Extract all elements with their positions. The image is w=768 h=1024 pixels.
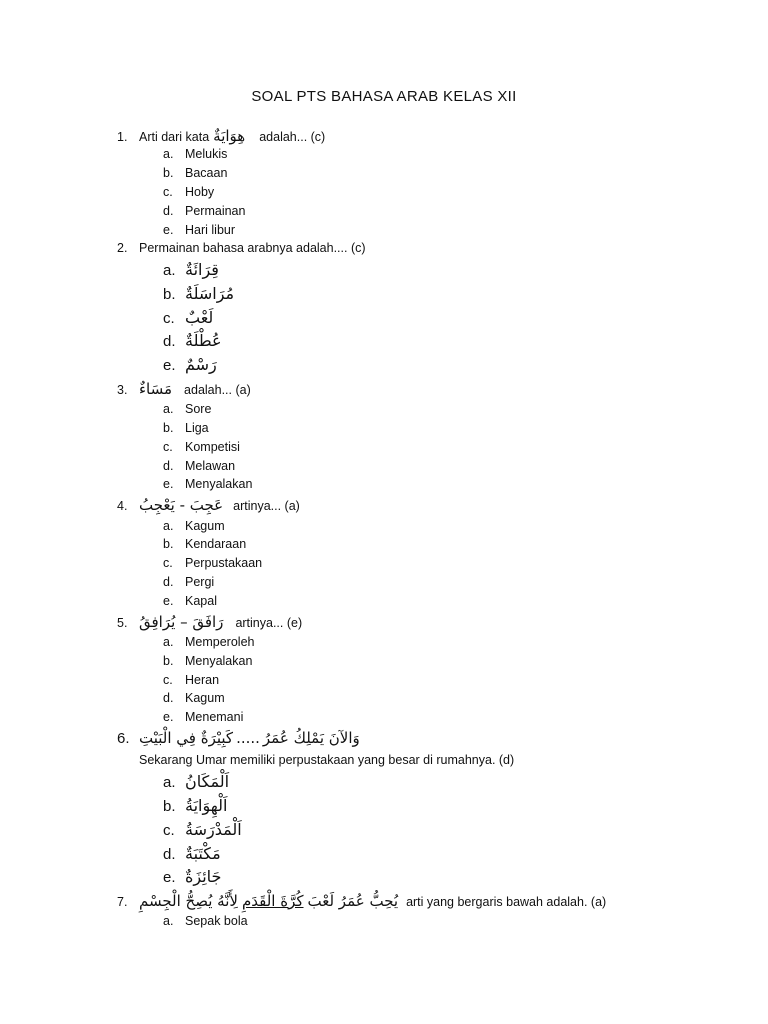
question-text-suffix: adalah... (a) [184,383,251,397]
arabic-word: مَسَاءٌ [139,380,173,398]
option-text: Permainan [185,204,246,218]
arabic-word: رَافَقَ – يُرَافِقُ [139,613,224,631]
question-text: Permainan bahasa arabnya adalah.... (c) [139,241,366,255]
option-4e[interactable] [163,594,217,608]
option-letter: c. [163,673,173,687]
option-letter: b. [163,537,174,551]
option-5d[interactable] [163,691,225,705]
option-1a[interactable] [163,147,227,161]
option-text: Memperoleh [185,635,255,649]
option-letter: b. [163,798,176,815]
option-text: Sore [185,402,212,416]
option-letter: b. [163,166,174,180]
option-text: Kagum [185,691,225,705]
option-letter: e. [163,357,176,374]
option-text: Kagum [185,519,225,533]
option-letter: b. [163,654,174,668]
option-arabic: عُطْلَةٌ [185,331,222,350]
option-4c[interactable] [163,556,262,570]
option-letter: d. [163,575,174,589]
blank-dots: ..... [236,729,260,747]
option-arabic: اَلْهِوَايَةُ [185,796,228,815]
option-6a[interactable] [163,772,229,791]
question-5 [117,613,302,631]
option-text: Melukis [185,147,228,161]
option-letter: c. [163,822,175,839]
option-text: Kapal [185,594,217,608]
option-text: Melawan [185,459,236,473]
question-text-suffix: artinya... (a) [233,499,300,513]
option-1b[interactable] [163,166,227,180]
option-arabic: قِرَائَةٌ [185,260,219,279]
option-6b[interactable] [163,796,227,815]
option-arabic: لَعْبٌ [185,308,214,327]
option-letter: c. [163,556,173,570]
question-7 [117,892,606,910]
option-text: Sepak bola [185,914,248,928]
question-text-suffix: adalah... (c) [259,130,326,144]
option-5c[interactable] [163,673,219,687]
option-6c[interactable] [163,820,242,839]
question-6-translation: Sekarang Umar memiliki perpustakaan yang besar di rumahnya. (d) [139,753,515,767]
option-letter: c. [163,440,173,454]
question-6 [117,729,366,747]
option-letter: d. [163,333,176,350]
option-letter: e. [163,594,174,608]
option-7a[interactable] [163,914,248,928]
option-letter: a. [163,262,176,279]
option-text: Hoby [185,185,215,199]
option-6d[interactable] [163,844,221,863]
option-1c[interactable] [163,185,214,199]
option-arabic: مُرَاسَلَةٌ [185,284,235,303]
option-5b[interactable] [163,654,252,668]
option-5e[interactable] [163,710,243,724]
option-text: Menemani [185,710,244,724]
option-letter: b. [163,286,176,303]
option-text: Menyalakan [185,477,253,491]
option-4d[interactable] [163,575,214,589]
question-3 [117,380,251,398]
arabic-word: عَجِبَ - يَعْجِبُ [139,496,224,514]
option-3d[interactable] [163,459,235,473]
arabic-sentence-end: كَبِيْرَةٌ فِي الْبَيْتِ [139,729,234,747]
arabic-underlined-phrase: كُرَّةَ الْقَدَمِ [241,892,304,910]
option-6e[interactable] [163,867,221,886]
option-3e[interactable] [163,477,252,491]
option-2a[interactable] [163,260,219,279]
option-letter: b. [163,421,174,435]
option-arabic: اَلْمَدْرَسَةُ [185,820,242,839]
option-1d[interactable] [163,204,245,218]
option-arabic: اَلْمَكَانُ [185,772,230,791]
option-arabic: مَكْتَبَةٌ [185,844,221,863]
option-letter: d. [163,846,176,863]
option-5a[interactable] [163,635,254,649]
option-letter: a. [163,914,174,928]
option-text: Perpustakaan [185,556,263,570]
page-title: SOAL PTS BAHASA ARAB KELAS XII [251,88,517,105]
option-arabic: رَسْمٌ [185,355,217,374]
arabic-sentence [139,892,398,910]
option-4b[interactable] [163,537,246,551]
arabic-sentence-part-a: يُحِبُّ عُمَرُ لَعْبَ [307,892,399,910]
question-number: 6. [117,730,130,747]
option-2c[interactable] [163,308,213,327]
option-text: Hari libur [185,223,236,237]
arabic-word: هِوَايَةٌ [213,127,246,145]
question-number: 5. [117,616,128,630]
option-letter: d. [163,204,174,218]
question-number: 4. [117,499,128,513]
option-letter: a. [163,147,174,161]
option-letter: e. [163,710,174,724]
option-text: Pergi [185,575,215,589]
option-letter: d. [163,691,174,705]
question-1 [117,127,325,145]
option-arabic: جَائِزَةٌ [185,867,222,886]
arabic-sentence [139,729,360,747]
option-letter: a. [163,402,174,416]
option-3b[interactable] [163,421,209,435]
option-3c[interactable] [163,440,240,454]
question-text-suffix: artinya... (e) [235,616,303,630]
option-text: Heran [185,673,220,687]
option-letter: e. [163,223,174,237]
option-letter: d. [163,459,174,473]
question-2 [117,241,366,255]
option-2e[interactable] [163,355,217,374]
option-letter: a. [163,519,174,533]
question-text: Arti dari kata [139,130,210,144]
option-letter: c. [163,185,173,199]
option-2b[interactable] [163,284,234,303]
question-number: 1. [117,130,128,144]
option-3a[interactable] [163,402,211,416]
option-text: Kompetisi [185,440,240,454]
option-text: Liga [185,421,209,435]
option-letter: a. [163,774,176,791]
option-letter: a. [163,635,174,649]
option-text: Kendaraan [185,537,247,551]
question-number: 7. [117,895,128,909]
option-text: Bacaan [185,166,228,180]
option-text: Menyalakan [185,654,253,668]
option-letter: e. [163,869,176,886]
question-number: 3. [117,383,128,397]
option-4a[interactable] [163,519,225,533]
question-text-suffix: arti yang bergaris bawah adalah. (a) [406,895,607,909]
option-letter: e. [163,477,174,491]
question-number: 2. [117,241,128,255]
option-2d[interactable] [163,331,222,350]
arabic-sentence-part-b: لِأَنَّهُ يُصِحُّ الْجِسْمِ [139,892,238,910]
option-letter: c. [163,310,175,327]
question-4 [117,496,300,514]
option-1e[interactable] [163,223,235,237]
arabic-sentence-start: وَالآنَ يَمْلِكُ عُمَرُ [262,729,360,747]
